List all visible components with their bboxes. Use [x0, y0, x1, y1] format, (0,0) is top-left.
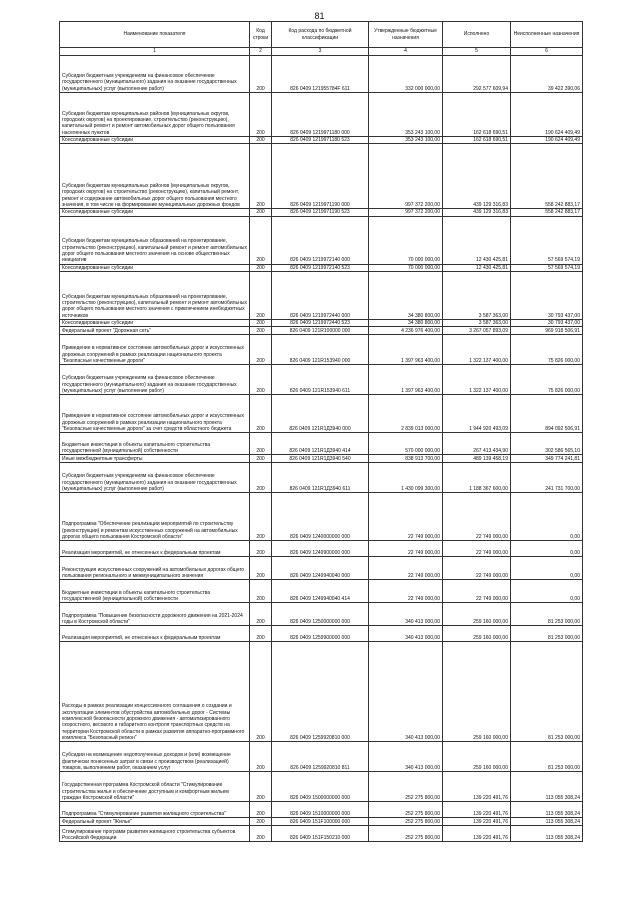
- cell-approved: 1 397 963 400,00: [369, 365, 443, 395]
- cell-unexecuted: 57 569 574,19: [511, 264, 583, 271]
- cell-unexecuted: 75 826 000,00: [511, 365, 583, 395]
- column-number: 6: [511, 48, 583, 56]
- cell-code: 200: [250, 580, 272, 603]
- table-header-row: [60, 22, 583, 48]
- cell-kbk: 826 0409 1249900000 000: [272, 541, 369, 557]
- table-row: [60, 264, 583, 271]
- table-row: [60, 802, 583, 818]
- cell-name: Реализация мероприятий, не отнесенных к федеральным проектам: [60, 626, 250, 642]
- cell-name: Приведение в нормативное состояние автомобильных дорог и искусственных дорожных сооружений в рамках реализации национального проекта "Безопасные качественные дороги" за счет средств областного бюджета: [60, 395, 250, 433]
- cell-executed: 259 160 000,00: [443, 642, 511, 742]
- cell-approved: 22 749 000,00: [369, 541, 443, 557]
- cell-unexecuted: 75 826 000,00: [511, 335, 583, 365]
- cell-approved: 252 275 800,00: [369, 826, 443, 842]
- cell-kbk: 826 0409 121R1Д3940 000: [272, 395, 369, 433]
- cell-unexecuted: 113 055 308,24: [511, 772, 583, 802]
- cell-executed: 1 944 920 493,09: [443, 395, 511, 433]
- cell-approved: 353 243 100,00: [369, 93, 443, 137]
- cell-kbk: 826 0409 121R1Д3940 540: [272, 455, 369, 463]
- table-row: [60, 580, 583, 603]
- cell-unexecuted: 113 055 308,24: [511, 802, 583, 818]
- cell-executed: 139 220 491,76: [443, 818, 511, 826]
- cell-unexecuted: 81 253 000,00: [511, 742, 583, 772]
- header-unexecuted: Неисполненные назначения: [511, 22, 583, 48]
- cell-approved: 2 839 013 000,00: [369, 395, 443, 433]
- cell-approved: 332 000 000,00: [369, 56, 443, 93]
- cell-kbk: 826 0409 1259900000 000: [272, 626, 369, 642]
- cell-name: Консолидированные субсидии: [60, 319, 250, 326]
- cell-code: 200: [250, 209, 272, 216]
- column-number: 5: [443, 48, 511, 56]
- cell-approved: 353 243 100,00: [369, 137, 443, 144]
- cell-unexecuted: 81 253 000,00: [511, 603, 583, 626]
- cell-unexecuted: 39 422 390,06: [511, 56, 583, 93]
- cell-unexecuted: 190 624 409,49: [511, 137, 583, 144]
- cell-code: 200: [250, 603, 272, 626]
- table-row: [60, 603, 583, 626]
- cell-name: Субсидии бюджетным учреждениям на финансовое обеспечение государственного (муниципального) задания на оказание государственных (муниципальных) услуг (выполнение работ): [60, 463, 250, 493]
- column-number: 2: [250, 48, 272, 56]
- column-number: 1: [60, 48, 250, 56]
- table-row: [60, 557, 583, 580]
- cell-code: 200: [250, 772, 272, 802]
- cell-code: 200: [250, 557, 272, 580]
- cell-kbk: 826 0409 1510000000 000: [272, 802, 369, 818]
- cell-code: 200: [250, 137, 272, 144]
- column-number: 4: [369, 48, 443, 56]
- cell-executed: 267 413 434,90: [443, 433, 511, 455]
- cell-kbk: 826 0409 1219971190 000: [272, 144, 369, 209]
- table-row: [60, 93, 583, 137]
- cell-executed: 139 220 491,76: [443, 802, 511, 818]
- cell-code: 200: [250, 826, 272, 842]
- cell-code: 200: [250, 56, 272, 93]
- cell-approved: 340 413 000,00: [369, 642, 443, 742]
- cell-executed: 1 322 137 400,00: [443, 335, 511, 365]
- cell-approved: 70 000 000,00: [369, 216, 443, 264]
- cell-approved: 252 275 800,00: [369, 772, 443, 802]
- header-executed: Исполнено: [443, 22, 511, 48]
- cell-code: 200: [250, 319, 272, 326]
- table-row: [60, 642, 583, 742]
- cell-approved: 340 413 000,00: [369, 626, 443, 642]
- cell-unexecuted: 241 731 700,00: [511, 463, 583, 493]
- cell-code: 200: [250, 802, 272, 818]
- cell-approved: 340 413 000,00: [369, 742, 443, 772]
- cell-unexecuted: 81 253 000,00: [511, 626, 583, 642]
- cell-code: 200: [250, 93, 272, 137]
- cell-executed: 1 322 137 400,00: [443, 365, 511, 395]
- table-row: [60, 209, 583, 216]
- cell-name: Подпрограмма "Повышение безопасности дорожного движения на 2021-2024 годы в Костромской области": [60, 603, 250, 626]
- cell-executed: 1 188 367 600,00: [443, 463, 511, 493]
- cell-kbk: 826 0409 121R100000 000: [272, 327, 369, 335]
- table-row: [60, 335, 583, 365]
- table-row: [60, 137, 583, 144]
- table-row: [60, 365, 583, 395]
- cell-name: Приведение в нормативное состояние автомобильных дорог и искусственных дорожных сооружений в рамках реализации национального проекта "Безопасные качественные дороги": [60, 335, 250, 365]
- header-kbk: Код расхода по бюджетной классификации: [272, 22, 369, 48]
- cell-unexecuted: 113 055 308,24: [511, 826, 583, 842]
- cell-name: Субсидии бюджетным учреждениям на финансовое обеспечение государственного (муниципального) задания на оказание государственных (муниципальных) услуг (выполнение работ): [60, 365, 250, 395]
- cell-kbk: 826 0409 1219972140 523: [272, 264, 369, 271]
- cell-executed: 139 220 491,76: [443, 826, 511, 842]
- cell-executed: 22 749 000,00: [443, 557, 511, 580]
- cell-name: Субсидии бюджетным учреждениям на финансовое обеспечение государственного (муниципального) задания на оказание государственных (муниципальных) услуг (выполнение работ): [60, 56, 250, 93]
- header-name: Наименование показателя: [60, 22, 250, 48]
- table-row: [60, 433, 583, 455]
- cell-unexecuted: 0,00: [511, 580, 583, 603]
- table-row: [60, 56, 583, 93]
- cell-name: Консолидированные субсидии: [60, 264, 250, 271]
- table-row: [60, 271, 583, 319]
- cell-name: Расходы в рамках реализации концессионного соглашения о создании и эксплуатации элементов обустройства автомобильных дорог - Системы комплексной безопасности дорожного движения - автоматизированного скоростного, весового и габаритного контроля транспортных средств на территории Костромской области в рамках развития аппаратно-программного комплекса "Безопасный регион": [60, 642, 250, 742]
- table-row: [60, 216, 583, 264]
- cell-executed: 22 749 000,00: [443, 493, 511, 541]
- table-row: [60, 742, 583, 772]
- cell-executed: 489 139 458,19: [443, 455, 511, 463]
- cell-unexecuted: 113 055 308,24: [511, 818, 583, 826]
- cell-name: Консолидированные субсидии: [60, 209, 250, 216]
- cell-kbk: 826 0409 121R153940 000: [272, 335, 369, 365]
- cell-kbk: 826 0409 1219972440 523: [272, 319, 369, 326]
- page-number: 81: [314, 11, 325, 21]
- cell-unexecuted: 57 569 574,19: [511, 216, 583, 264]
- cell-kbk: 826 0409 1249940040 000: [272, 557, 369, 580]
- cell-unexecuted: 558 242 883,17: [511, 209, 583, 216]
- cell-unexecuted: 302 586 565,10: [511, 433, 583, 455]
- cell-approved: 997 372 200,00: [369, 144, 443, 209]
- cell-name: Бюджетные инвестиции в объекты капитального строительства государственной (муниципальной) собственности: [60, 433, 250, 455]
- cell-name: Реконструкция искусственных сооружений на автомобильных дорогах общего пользования регионального и межмуниципального значения: [60, 557, 250, 580]
- cell-name: Субсидии бюджетам муниципальных районов (муниципальных округов, городских округов) на проектирование, строительство (реконструкцию), капитальный ремонт и ремонт автомобильных дорог общего пользования населенных пунктов: [60, 93, 250, 137]
- cell-kbk: 826 0409 1259920810 000: [272, 642, 369, 742]
- cell-kbk: 826 0409 151F100000 000: [272, 818, 369, 826]
- cell-kbk: 826 0409 1219972140 000: [272, 216, 369, 264]
- table-row: [60, 455, 583, 463]
- cell-code: 200: [250, 216, 272, 264]
- cell-unexecuted: 894 092 506,91: [511, 395, 583, 433]
- table-row: [60, 395, 583, 433]
- cell-code: 200: [250, 642, 272, 742]
- cell-name: Реализация мероприятий, не отнесенных к федеральным проектам: [60, 541, 250, 557]
- cell-executed: 162 618 690,51: [443, 137, 511, 144]
- cell-executed: 22 749 000,00: [443, 580, 511, 603]
- cell-name: Федеральный проект "Дорожная сеть": [60, 327, 250, 335]
- cell-code: 200: [250, 365, 272, 395]
- cell-executed: 3 267 057 893,09: [443, 327, 511, 335]
- cell-name: Федеральный проект "Жилье": [60, 818, 250, 826]
- cell-code: 200: [250, 818, 272, 826]
- table-row: [60, 327, 583, 335]
- table-row: [60, 493, 583, 541]
- cell-name: Субсидии бюджетам муниципальных образований на проектирование, строительство (реконструкцию), капитальный ремонт и ремонт автомобильных дорог общего пользования местного значения с привлечением инебюджетных источников: [60, 271, 250, 319]
- cell-name: Субсидии бюджетам муниципальных образований на проектирование, строительство (реконструкцию), капитальный ремонт и ремонт автомобильных дорог общего пользования местного значения на основе общественных инициатив: [60, 216, 250, 264]
- cell-unexecuted: 0,00: [511, 541, 583, 557]
- table-row: [60, 772, 583, 802]
- cell-kbk: 826 0409 1250000000 000: [272, 603, 369, 626]
- cell-approved: 34 380 800,00: [369, 271, 443, 319]
- cell-approved: 4 236 976 400,00: [369, 327, 443, 335]
- column-number: 3: [272, 48, 369, 56]
- cell-executed: 12 430 425,81: [443, 264, 511, 271]
- cell-approved: 997 372 200,00: [369, 209, 443, 216]
- cell-executed: 3 587 363,00: [443, 271, 511, 319]
- cell-approved: 70 000 000,00: [369, 264, 443, 271]
- cell-kbk: 826 0409 121955784F 611: [272, 56, 369, 93]
- cell-unexecuted: 969 918 506,91: [511, 327, 583, 335]
- cell-approved: 22 749 000,00: [369, 580, 443, 603]
- cell-unexecuted: 558 242 883,17: [511, 144, 583, 209]
- cell-name: Бюджетные инвестиции в объекты капитального строительства государственной (муниципальной) собственности: [60, 580, 250, 603]
- cell-code: 200: [250, 541, 272, 557]
- cell-code: 200: [250, 455, 272, 463]
- cell-kbk: 826 0409 1240000000 000: [272, 493, 369, 541]
- cell-code: 200: [250, 395, 272, 433]
- cell-code: 200: [250, 327, 272, 335]
- cell-code: 200: [250, 271, 272, 319]
- cell-executed: 259 160 000,00: [443, 626, 511, 642]
- cell-executed: 259 160 000,00: [443, 742, 511, 772]
- cell-approved: 34 380 800,00: [369, 319, 443, 326]
- cell-code: 200: [250, 463, 272, 493]
- cell-code: 200: [250, 626, 272, 642]
- table-row: [60, 826, 583, 842]
- cell-unexecuted: 190 624 409,49: [511, 93, 583, 137]
- cell-name: Субсидии на возмещение недополученных доходов и (или) возмещение фактически понесенных затрат в связи с производством (реализацией) товаров, выполнением работ, оказанием услуг: [60, 742, 250, 772]
- cell-name: Государственная программа Костромской области "Стимулирование строительства жилья и обеспечение доступным и комфортным жильем граждан Костромской области": [60, 772, 250, 802]
- column-number-row: [60, 48, 583, 56]
- cell-executed: 292 577 609,94: [443, 56, 511, 93]
- header-code: Код строки: [250, 22, 272, 48]
- cell-executed: 439 129 316,83: [443, 209, 511, 216]
- cell-kbk: 826 0409 1249940040 414: [272, 580, 369, 603]
- cell-executed: 139 220 491,76: [443, 772, 511, 802]
- table-row: [60, 541, 583, 557]
- cell-approved: 838 913 700,00: [369, 455, 443, 463]
- cell-code: 200: [250, 493, 272, 541]
- cell-approved: 22 749 000,00: [369, 493, 443, 541]
- cell-kbk: 826 0409 121R1Д3940 414: [272, 433, 369, 455]
- cell-executed: 162 618 690,51: [443, 93, 511, 137]
- cell-approved: 252 275 800,00: [369, 818, 443, 826]
- cell-kbk: 826 0409 1219971180 000: [272, 93, 369, 137]
- table-row: [60, 818, 583, 826]
- header-approved: Утвержденные бюджетные назначения: [369, 22, 443, 48]
- cell-executed: 3 587 363,00: [443, 319, 511, 326]
- budget-execution-table: [59, 21, 583, 842]
- cell-approved: 1 430 099 300,00: [369, 463, 443, 493]
- cell-approved: 22 749 000,00: [369, 557, 443, 580]
- cell-approved: 340 413 000,00: [369, 603, 443, 626]
- cell-executed: 259 160 000,00: [443, 603, 511, 626]
- cell-approved: 1 397 963 400,00: [369, 335, 443, 365]
- cell-kbk: 826 0409 1219971180 523: [272, 137, 369, 144]
- cell-name: Субсидии бюджетам муниципальных районов (муниципальных округов, городских округов) на строительство (реконструкцию), капитальный ремонт, ремонт и содержание автомобильных дорог общего пользования местного значения, в том числе на формирование муниципальных дорожных фондов: [60, 144, 250, 209]
- cell-name: Подпрограмма "Стимулирование развития жилищного строительства": [60, 802, 250, 818]
- cell-code: 200: [250, 264, 272, 271]
- cell-unexecuted: 0,00: [511, 557, 583, 580]
- cell-code: 200: [250, 144, 272, 209]
- cell-kbk: 826 0409 151F150210 000: [272, 826, 369, 842]
- cell-kbk: 826 0409 1219971190 523: [272, 209, 369, 216]
- cell-unexecuted: 30 793 437,00: [511, 271, 583, 319]
- cell-kbk: 826 0409 1219972440 000: [272, 271, 369, 319]
- table-row: [60, 319, 583, 326]
- cell-code: 200: [250, 433, 272, 455]
- cell-approved: 570 000 000,00: [369, 433, 443, 455]
- cell-kbk: 826 0409 121R153940 611: [272, 365, 369, 395]
- cell-code: 200: [250, 742, 272, 772]
- cell-unexecuted: 0,00: [511, 493, 583, 541]
- table-row: [60, 626, 583, 642]
- cell-name: Подпрограмма "Обеспечение реализации мероприятий по строительству (реконструкции) и ремонтам искусственных сооружений на автомобильных дорогах общего пользования Костромской области": [60, 493, 250, 541]
- cell-name: Консолидированные субсидии: [60, 137, 250, 144]
- cell-kbk: 826 0409 1259920810 811: [272, 742, 369, 772]
- cell-executed: 12 430 425,81: [443, 216, 511, 264]
- cell-unexecuted: 349 774 241,81: [511, 455, 583, 463]
- cell-kbk: 826 0409 1500000000 000: [272, 772, 369, 802]
- cell-code: 200: [250, 335, 272, 365]
- table-row: [60, 144, 583, 209]
- table-row: [60, 463, 583, 493]
- cell-approved: 252 275 800,00: [369, 802, 443, 818]
- cell-unexecuted: 30 793 437,00: [511, 319, 583, 326]
- cell-name: Иные межбюджетные трансферты: [60, 455, 250, 463]
- cell-name: Стимулирование программ развития жилищного строительства субъектов Российской Федерации: [60, 826, 250, 842]
- cell-executed: 439 129 316,83: [443, 144, 511, 209]
- cell-unexecuted: 81 253 000,00: [511, 642, 583, 742]
- cell-executed: 22 749 000,00: [443, 541, 511, 557]
- cell-kbk: 826 0409 121R1Д3940 611: [272, 463, 369, 493]
